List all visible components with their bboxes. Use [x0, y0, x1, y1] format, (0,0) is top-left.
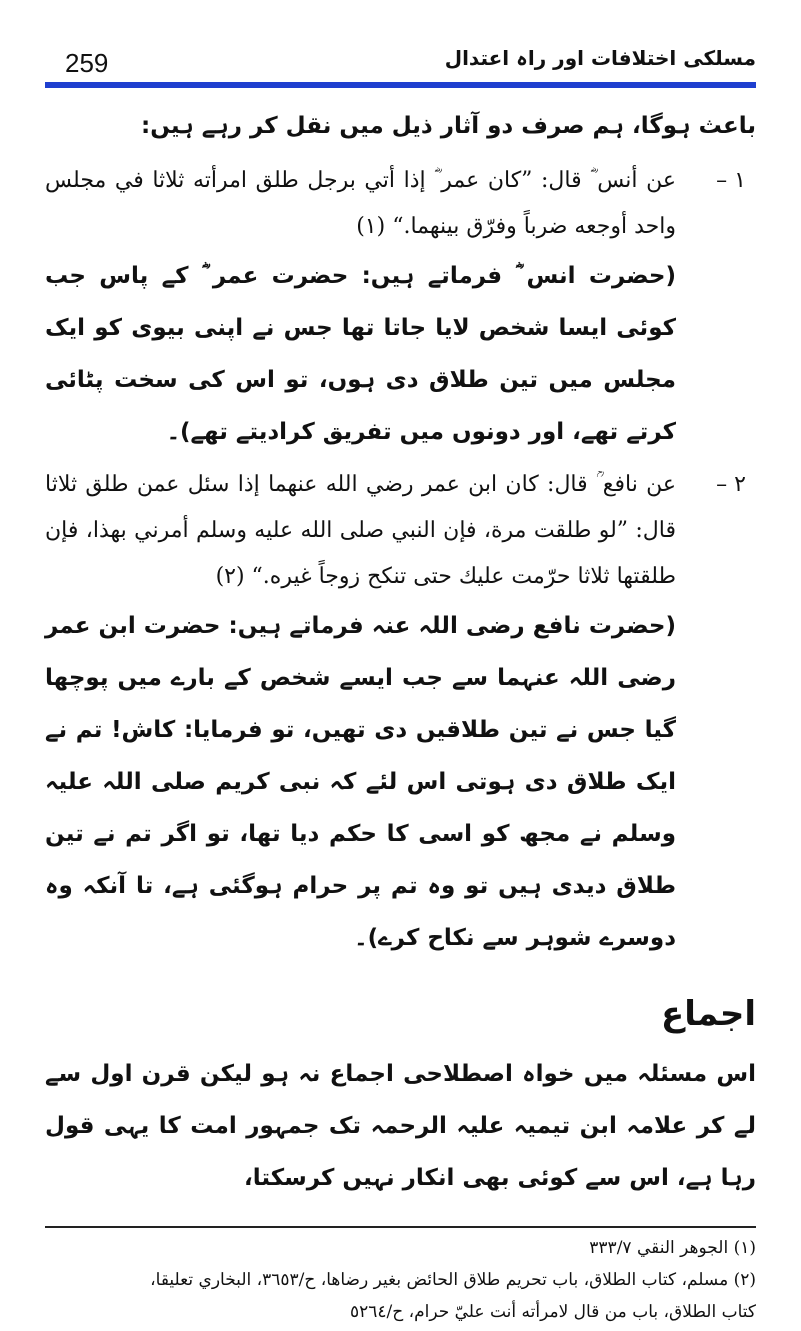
- intro-line: باعث ہوگا، ہم صرف دو آثار ذیل میں نقل کر رہے ہیں:: [141, 113, 756, 139]
- hadith-urdu-translation: (حضرت انس ؓ فرماتے ہیں: حضرت عمر ؓ کے پاس جب کوئی ایسا شخص لایا جاتا تھا جس نے اپنی بیوی کو ایک مجلس میں تین طلاق دی ہوں، تو اس کی سخت پٹائی کرتے تھے، اور دونوں میں تفریق کرادیتے تھے)۔: [45, 263, 676, 445]
- hadith-arabic-text: عن نافع ؒ قال: كان ابن عمر رضي الله عنهما إذا سئل عمن طلق ثلاثا قال: ”لو طلقت مرة، فإن النبي صلى الله عليه وسلم أمرني بهذا، فإن طلقتها ثلاثا حرّمت عليك حتى تنكح زوجاً غيره.“ (۲): [45, 472, 676, 589]
- page-content: [45, 100, 756, 1204]
- footnote-rule: [45, 1226, 756, 1228]
- running-head: [45, 40, 756, 80]
- footnote-1: (۱) الجوهر النقي ۳۳۳/۷: [589, 1238, 756, 1258]
- section-heading: اجماع: [661, 994, 756, 1034]
- header-rule: [45, 82, 756, 88]
- hadith-urdu-translation: (حضرت نافع رضی اللہ عنہ فرماتے ہیں: حضرت ابن عمر رضی اللہ عنہما سے جب ایسے شخص کے بارے میں پوچھا گیا جس نے تین طلاقیں دی تھیں، تو فرمایا: کاش! تم نے ایک طلاق دی ہوتی اس لئے کہ نبی کریم صلی اللہ علیہ وسلم نے مجھ کو اسی کا حکم دیا تھا، تو اگر تم نے تین طلاق دیدی ہیں تو وہ تم پر حرام ہوگئی ہے، تا آنکہ وہ دوسرے شوہر سے نکاح کرے)۔: [45, 613, 676, 951]
- hadith-arabic-text: عن أنس ؓ قال: ”كان عمر ؓ إذا أتي برجل طلق امرأته ثلاثا في مجلس واحد أوجعه ضرباً وفرّق بينهما.“ (۱): [45, 168, 676, 239]
- footnote-2: (۲) مسلم، كتاب الطلاق، باب تحريم طلاق الحائض بغير رضاها، ح/۳٦٥۳، البخاري تعليقا،: [150, 1270, 756, 1290]
- footnotes: [45, 1232, 756, 1328]
- footnote-2-continued: كتاب الطلاق، باب من قال لامرأته أنت عليّ حرام، ح/٥۲٦٤: [349, 1302, 756, 1322]
- hadith-item-1: [45, 158, 756, 458]
- hadith-body: [45, 158, 676, 458]
- running-head-title: مسلکی اختلافات اور راہ اعتدال: [444, 46, 756, 70]
- section-body-text: اس مسئلہ میں خواہ اصطلاحی اجماع نہ ہو لیکن قرن اول سے لے کر علامہ ابن تیمیہ علیہ الرحمہ تک جمہور امت کا یہی قول رہا ہے، اس سے کوئی بھی انکار نہیں کرسکتا،: [45, 1061, 756, 1191]
- hadith-number: ۱ –: [716, 168, 746, 193]
- hadith-item-2: [45, 462, 756, 964]
- hadith-body: [45, 462, 676, 964]
- page-number: 259: [65, 48, 109, 78]
- hadith-number: ۲ –: [716, 472, 746, 497]
